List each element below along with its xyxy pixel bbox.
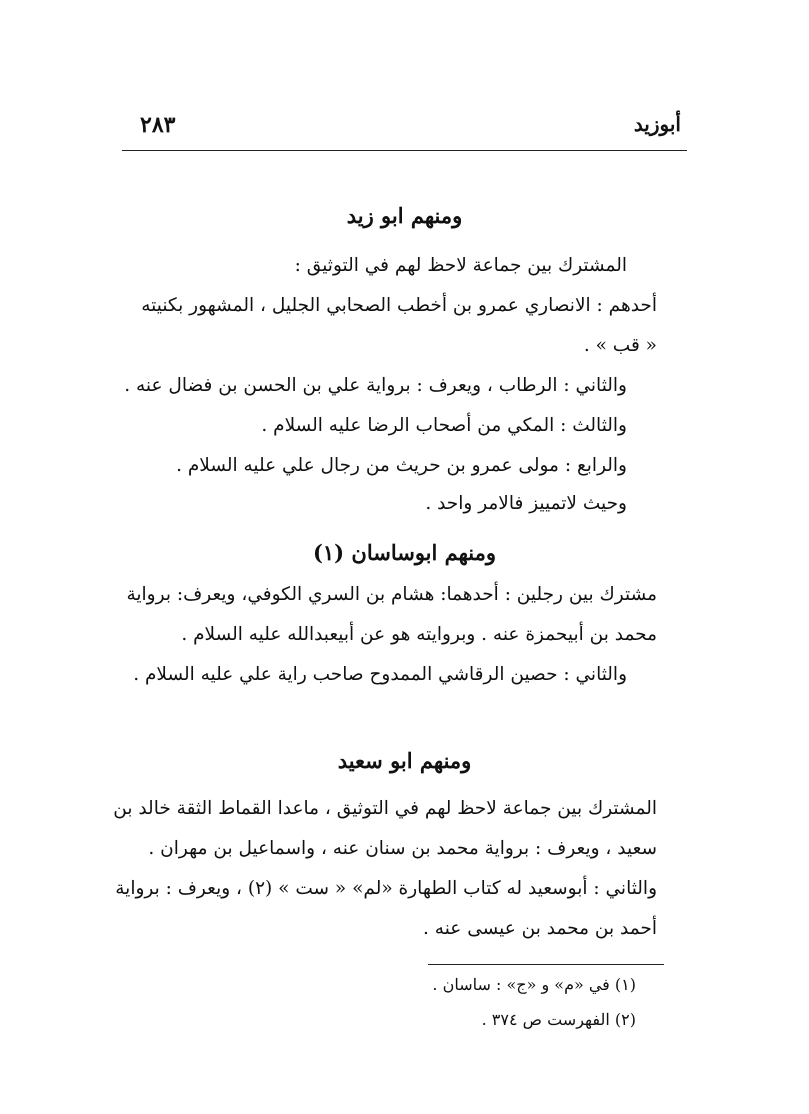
text-line: المشترك بين جماعة لاحظ لهم في التوثيق : [294,255,627,276]
text-line: محمد بن أبيحمزة عنه . وبروايته هو عن أبيعبدالله عليه السلام . [181,624,657,645]
text-line: المشترك بين جماعة لاحظ لهم في التوثيق ، ماعدا القماط الثقة خالد بن [113,798,657,819]
footnote: (١) في «م» و «ج» : ساسان . [432,975,636,994]
footnote-divider [428,964,664,965]
text-line: والثالث : المكي من أصحاب الرضا عليه السلام . [261,415,627,436]
text-line: والثاني : أبوسعيد له كتاب الطهارة «لم» « ست » (٢) ، ويعرف : برواية [115,878,657,899]
footnote: (٢) الفهرست ص ٣٧٤ . [481,1010,636,1029]
text-line: أحمد بن محمد بن عيسى عنه . [423,918,657,939]
text-line: سعيد ، ويعرف : برواية محمد بن سنان عنه ، واسماعيل بن مهران . [148,838,657,859]
text-line: « قب » . [583,335,657,356]
running-title: أبوزيد [633,112,681,136]
running-header [122,110,687,151]
text-line: أحدهم : الانصاري عمرو بن أخطب الصحابي الجليل ، المشهور بكنيته [141,295,657,316]
text-line: مشترك بين رجلين : أحدهما: هشام بن السري الكوفي، ويعرف: برواية [126,584,657,605]
text-line: والثاني : الرطاب ، ويعرف : برواية علي بن الحسن بن فضال عنه . [124,375,627,396]
text-line: والثاني : حصين الرقاشي الممدوح صاحب راية علي عليه السلام . [133,664,627,685]
page-number: ٢٨٣ [140,112,176,138]
text-line: وحيث لاتمييز فالامر واحد . [425,493,627,514]
section-heading: ومنهم ابو زيد [346,203,463,228]
section-heading: ومنهم ابوساسان (١) [312,540,497,565]
section-heading: ومنهم ابو سعيد [337,748,472,773]
text-line: والرابع : مولى عمرو بن حريث من رجال علي عليه السلام . [176,455,627,476]
